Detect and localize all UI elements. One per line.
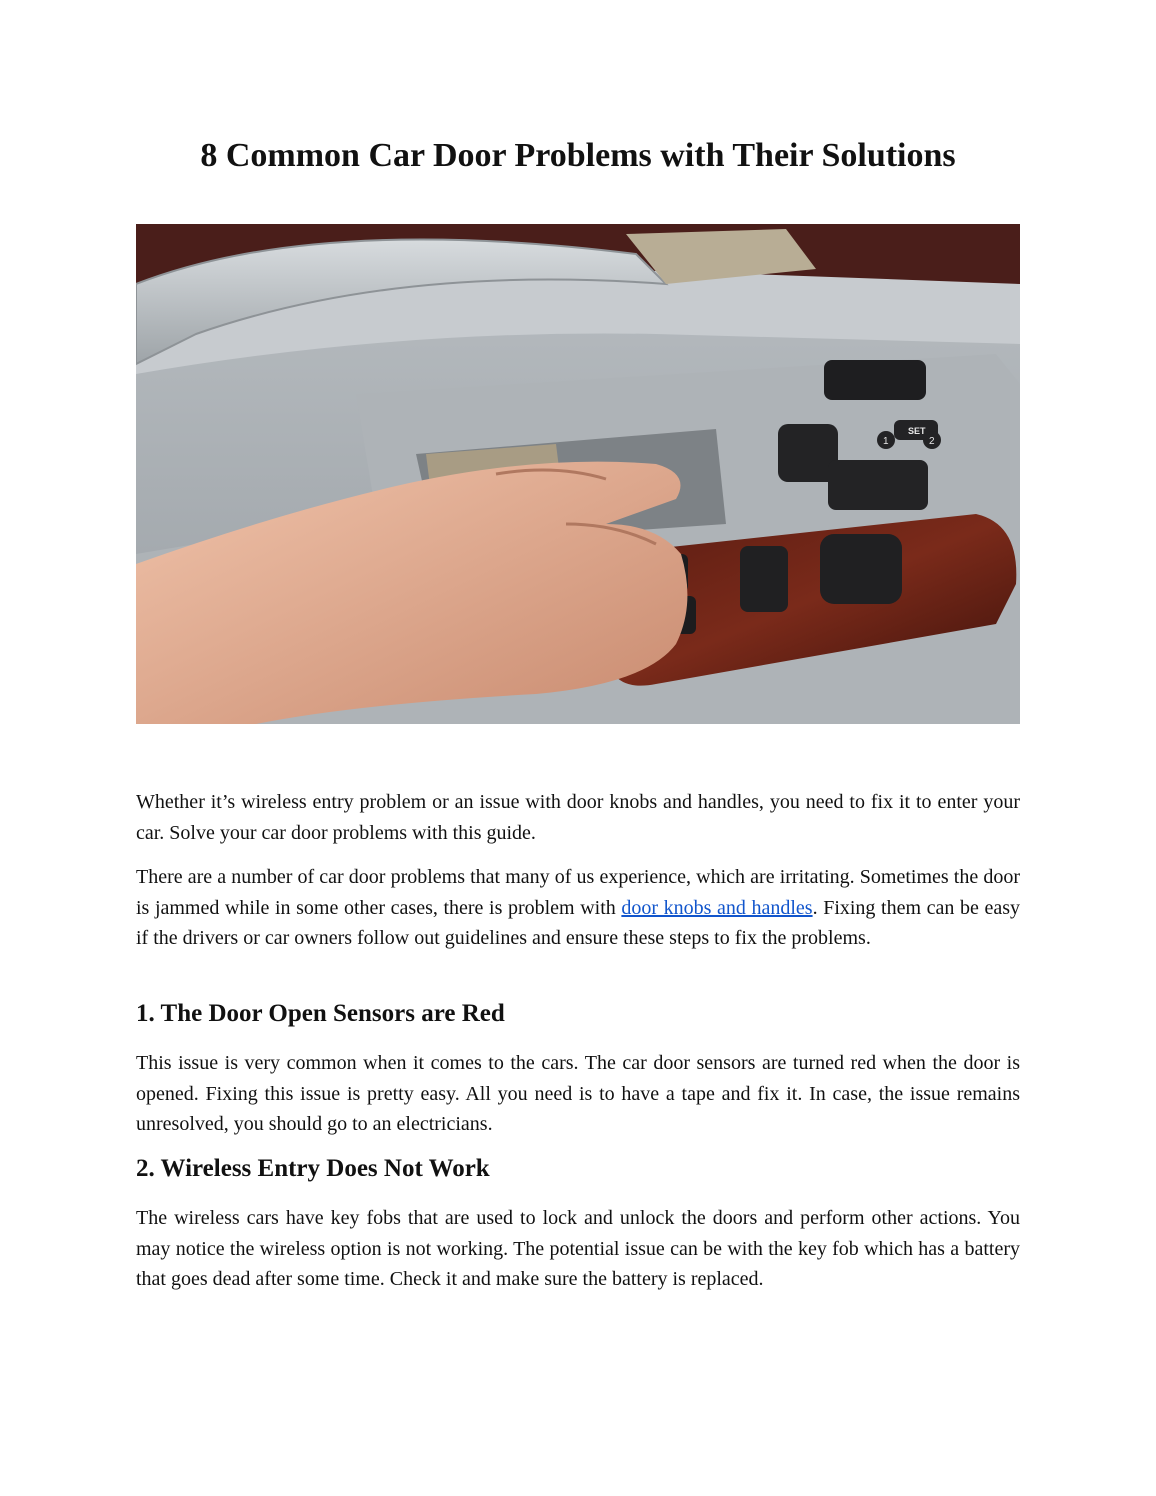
set-button-label: SET bbox=[908, 426, 926, 436]
memory-button-1-label: 1 bbox=[883, 436, 889, 447]
seat-heater-switch bbox=[824, 360, 926, 400]
door-knobs-handles-link[interactable]: door knobs and handles bbox=[621, 896, 813, 919]
mirror-control bbox=[820, 534, 902, 604]
intro-paragraph-1: Whether it’s wireless entry problem or an issue with door knobs and handles, you need to fix it to enter your car. Solve your car door problems with this guide. bbox=[136, 791, 1020, 844]
intro-paragraph-2-end: . Fixing them can be easy if the drivers or car owners follow out guidelines and ensure these steps to fix the problems. bbox=[136, 896, 1020, 949]
section-2-heading: 2. Wireless Entry Does Not Work bbox=[136, 1155, 490, 1182]
memory-button-2-label: 2 bbox=[929, 436, 935, 447]
section-2-body: The wireless cars have key fobs that are used to lock and unlock the doors and perform other actions. You may notice the wireless option is not working. The potential issue can be with the key fob which has a battery that goes dead after some time. Check it and make sure the battery is replaced. bbox=[136, 1207, 1020, 1290]
intro-paragraph-2-start: There are a number of car door problems that many of us experience, which are irritating. Sometimes the door is jammed while in some other cases, there is problem with bbox=[136, 866, 1020, 919]
section-1-body: This issue is very common when it comes to the cars. The car door sensors are turned red when the door is opened. Fixing this issue is pretty easy. All you need is to have a tape and fix it. In case, the issue remains unresolved, you should go to an electricians. bbox=[136, 1052, 1020, 1135]
car-door-interior-illustration bbox=[136, 224, 1020, 724]
page-title: 8 Common Car Door Problems with Their Solutions bbox=[200, 137, 956, 174]
lock-switch bbox=[740, 546, 788, 612]
seat-adjust-switch bbox=[828, 460, 928, 510]
car-door-photo bbox=[136, 224, 1020, 724]
intro-paragraph-2 bbox=[136, 862, 1020, 954]
section-1-heading: 1. The Door Open Sensors are Red bbox=[136, 1000, 505, 1027]
